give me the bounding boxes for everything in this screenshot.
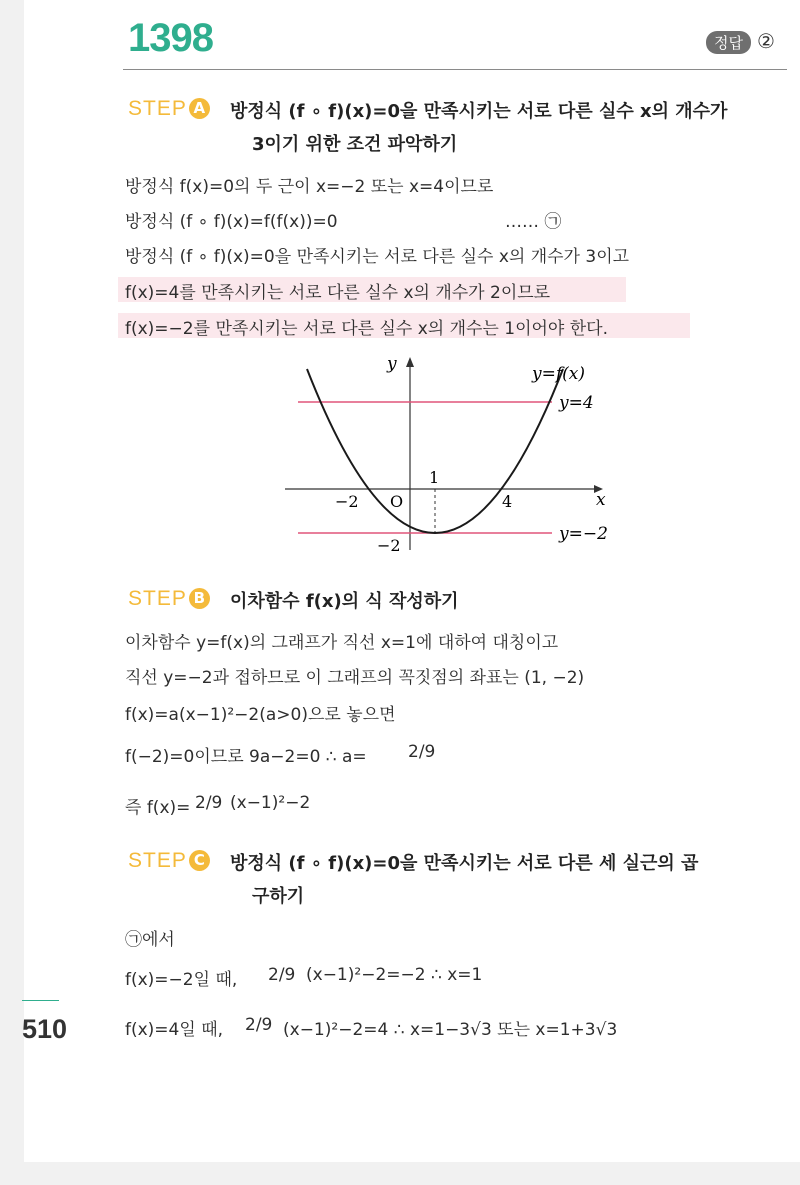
origin-label: O xyxy=(390,492,404,511)
step-c-line-1: ㉠에서 xyxy=(125,930,175,950)
step-c-line-2-tail: (x−1)²−2=−2 ∴ x=1 xyxy=(306,965,483,985)
page-number-rule xyxy=(22,1000,59,1001)
step-c-line-2: f(x)=−2일 때, xyxy=(125,970,238,990)
step-c-letter: C xyxy=(189,850,210,871)
step-a-line-3: 방정식 (f ∘ f)(x)=0을 만족시키는 서로 다른 실수 x의 개수가 3이고 xyxy=(125,247,630,267)
line-top-label: y=4 xyxy=(559,393,594,413)
fraction-f: 2/9 xyxy=(195,793,223,813)
x-tick-1: 1 xyxy=(429,468,440,487)
step-c-line-3: f(x)=4일 때, xyxy=(125,1020,224,1040)
problem-number: 1398 xyxy=(128,16,213,60)
equation-tag: …… ㉠ xyxy=(505,212,562,232)
page-number: 510 xyxy=(22,1014,68,1044)
curve-label: y=f(x) xyxy=(532,364,585,384)
step-b-letter: B xyxy=(189,588,210,609)
x-axis-label: x xyxy=(596,490,606,510)
step-b-line-4: f(−2)=0이므로 9a−2=0 ∴ a= xyxy=(125,747,367,767)
step-c-heading xyxy=(128,849,210,873)
page-edge xyxy=(0,0,24,1185)
step-a-label: STEP xyxy=(128,97,187,120)
header-divider xyxy=(123,69,787,70)
fraction-c1: 2/9 xyxy=(268,965,296,985)
fraction-c2: 2/9 xyxy=(245,1015,273,1035)
step-b-label: STEP xyxy=(128,587,187,610)
step-b-line-1: 이차함수 y=f(x)의 그래프가 직선 x=1에 대하여 대칭이고 xyxy=(125,633,559,653)
x-tick-neg2: −2 xyxy=(335,492,359,511)
parabola-graph xyxy=(280,345,640,565)
step-a-line-5: f(x)=−2를 만족시키는 서로 다른 실수 x의 개수는 1이어야 한다. xyxy=(125,319,608,339)
step-c-title-1: 방정식 (f ∘ f)(x)=0을 만족시키는 서로 다른 세 실근의 곱 xyxy=(230,853,699,874)
page-edge-bottom xyxy=(0,1162,800,1185)
y-tick-neg2: −2 xyxy=(377,536,401,555)
y-axis-arrow xyxy=(406,357,414,367)
line-bottom-label: y=−2 xyxy=(559,524,608,544)
step-a-title-1: 방정식 (f ∘ f)(x)=0을 만족시키는 서로 다른 실수 x의 개수가 xyxy=(230,101,728,122)
step-a-line-2: 방정식 (f ∘ f)(x)=f(f(x))=0 xyxy=(125,212,338,232)
step-a-heading xyxy=(128,97,210,121)
step-c-title-2: 구하기 xyxy=(252,886,305,907)
step-b-title: 이차함수 f(x)의 식 작성하기 xyxy=(230,591,459,612)
step-b-line-2: 직선 y=−2과 접하므로 이 그래프의 꼭짓점의 좌표는 (1, −2) xyxy=(125,668,585,688)
step-a-line-1: 방정식 f(x)=0의 두 근이 x=−2 또는 x=4이므로 xyxy=(125,177,494,197)
step-a-title-2: 3이기 위한 조건 파악하기 xyxy=(252,134,458,155)
y-axis-label: y xyxy=(387,354,397,374)
answer-badge: 정답 xyxy=(706,31,751,54)
step-c-label: STEP xyxy=(128,849,187,872)
x-tick-4: 4 xyxy=(502,492,513,511)
answer-value: ② xyxy=(756,29,775,53)
step-a-letter: A xyxy=(189,98,210,119)
step-b-line-3: f(x)=a(x−1)²−2(a>0)으로 놓으면 xyxy=(125,705,396,725)
step-a-line-4: f(x)=4를 만족시키는 서로 다른 실수 x의 개수가 2이므로 xyxy=(125,283,551,303)
fraction-a: 2/9 xyxy=(408,742,436,762)
step-b-heading xyxy=(128,587,210,611)
step-b-line-5-tail: (x−1)²−2 xyxy=(230,793,311,813)
step-c-line-3-tail: (x−1)²−2=4 ∴ x=1−3√3 또는 x=1+3√3 xyxy=(283,1020,618,1040)
step-b-line-5: 즉 f(x)= xyxy=(125,798,191,818)
answer-area xyxy=(706,29,775,54)
